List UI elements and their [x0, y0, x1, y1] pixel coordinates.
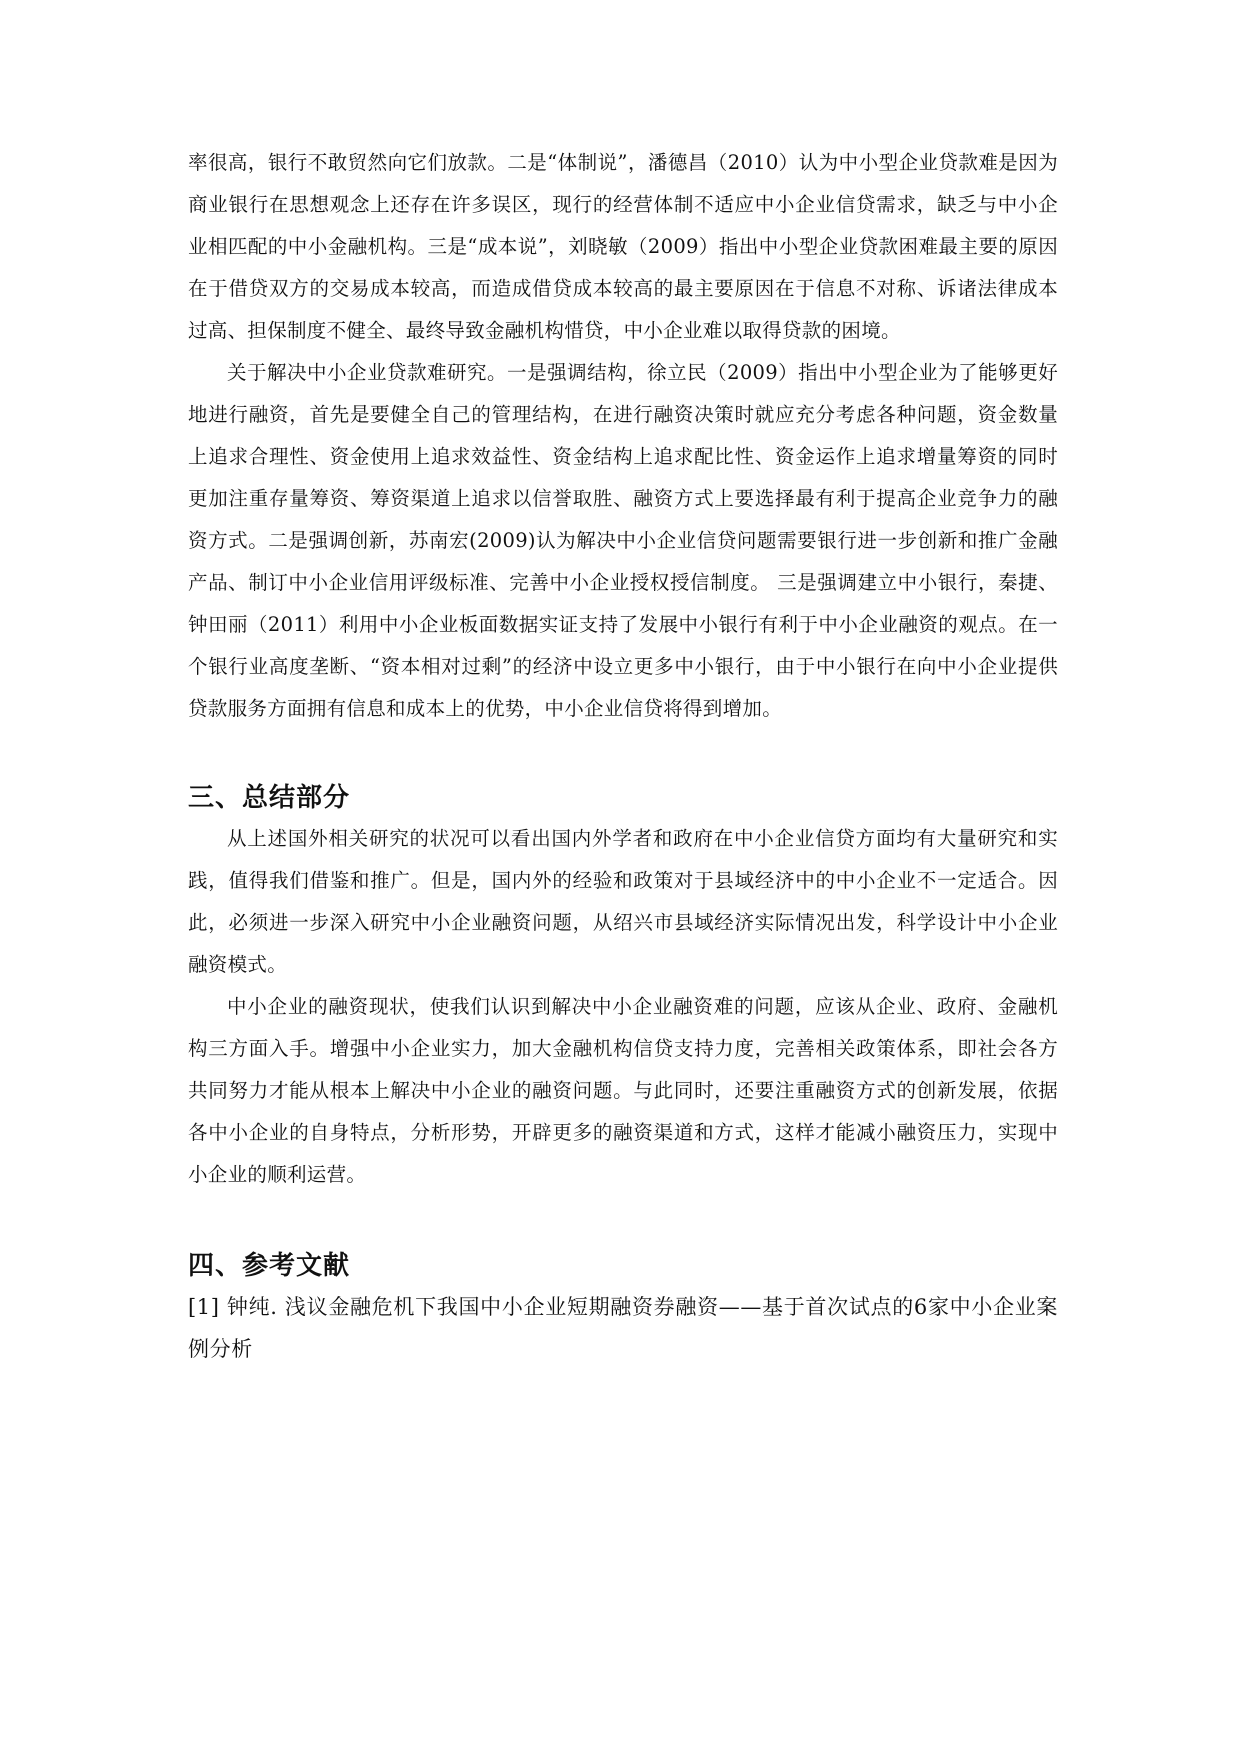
intro-paragraph: 率很高，银行不敢贸然向它们放款。二是“体制说”，潘德昌（2010）认为中小型企业贷款难是因为商业银行在思想观念上还存在许多误区，现行的经营体制不适应中小企业信贷需求，缺乏与中小企业相匹配的中小金融机构。三是“成本说”，刘晓敏（2009）指出中小型企业贷款困难最主要的原因在于借贷双方的交易成本较高，而造成借贷成本较高的最主要原因在于信息不对称、诉诸法律成本过高、担保制度不健全、最终导致金融机构惜贷，中小企业难以取得贷款的困境。: [188, 151, 1058, 342]
page-content: [188, 142, 1058, 1370]
summary-paragraph-2: 中小企业的融资现状，使我们认识到解决中小企业融资难的问题，应该从企业、政府、金融机构三方面入手。增强中小企业实力，加大金融机构信贷支持力度，完善相关政策体系，即社会各方共同努力才能从根本上解决中小企业的融资问题。与此同时，还要注重融资方式的创新发展，依据各中小企业的自身特点，分析形势，开辟更多的融资渠道和方式，这样才能减小融资压力，实现中小企业的顺利运营。: [188, 995, 1058, 1186]
solution-paragraph: 关于解决中小企业贷款难研究。一是强调结构，徐立民（2009）指出中小型企业为了能够更好地进行融资，首先是要健全自己的管理结构，在进行融资决策时就应充分考虑各种问题，资金数量上追求合理性、资金使用上追求效益性、资金结构上追求配比性、资金运作上追求增量筹资的同时更加注重存量筹资、筹资渠道上追求以信誉取胜、融资方式上要选择最有利于提高企业竞争力的融资方式。二是强调创新，苏南宏(2009)认为解决中小企业信贷问题需要银行进一步创新和推广金融产品、制订中小企业信用评级标准、完善中小企业授权授信制度。 三是强调建立中小银行，秦捷、钟田丽（2011）利用中小企业板面数据实证支持了发展中小银行有利于中小企业融资的观点。在一个银行业高度垄断、“资本相对过剩”的经济中设立更多中小银行，由于中小银行在向中小企业提供贷款服务方面拥有信息和成本上的优势，中小企业信贷将得到增加。: [188, 361, 1058, 720]
reference-item: [1] 钟纯. 浅议金融危机下我国中小企业短期融资券融资——基于首次试点的6家中小企业案例分析: [188, 1295, 1058, 1361]
section-three-heading: 三、总结部分: [188, 783, 351, 813]
section-four-heading: 四、参考文献: [188, 1251, 351, 1281]
summary-paragraph-1: 从上述国外相关研究的状况可以看出国内外学者和政府在中小企业信贷方面均有大量研究和实践，值得我们借鉴和推广。但是，国内外的经验和政策对于县域经济中的中小企业不一定适合。因此，必须进一步深入研究中小企业融资问题，从绍兴市县域经济实际情况出发，科学设计中小企业融资模式。: [188, 827, 1058, 976]
